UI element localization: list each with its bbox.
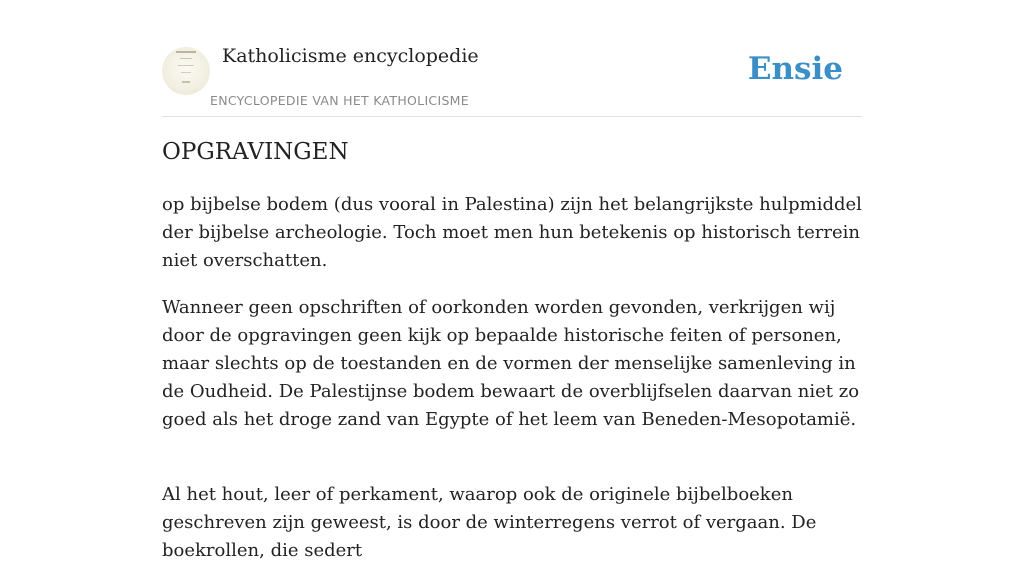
entry-body	[162, 191, 862, 584]
paragraph: Al het hout, leer of perkament, waarop ook de originele bijbelboeken geschreven zijn geweest, is door de winterregens verrot of vergaan. De boekrollen, die sedert	[162, 484, 817, 561]
site-title[interactable]: Katholicisme encyclopedie	[222, 45, 479, 67]
book-cover-icon[interactable]	[162, 47, 210, 95]
site-subtitle: ENCYCLOPEDIE VAN HET KATHOLICISME	[210, 93, 469, 108]
paragraph: Wanneer geen opschriften of oorkonden worden gevonden, verkrijgen wij door de opgravingen geen kijk op bepaalde historische feiten of personen, maar slechts op de toestanden en de vormen der menselijke samenleving in de Oudheid. De Palestijnse bodem bewaart de overblijfselen daarvan niet zo goed als het droge zand van Egypte of het leem van Beneden-Mesopotamië.	[162, 297, 860, 430]
site-header	[162, 0, 862, 117]
paragraph: op bijbelse bodem (dus vooral in Palestina) zijn het belangrijkste hulpmiddel der bijbelse archeologie. Toch moet men hun betekenis op historisch terrein niet overschatten.	[162, 194, 862, 271]
brand-logo[interactable]: Ensie	[747, 51, 843, 87]
page-container	[162, 0, 862, 561]
page-title: OPGRAVINGEN	[162, 139, 349, 165]
paragraph-spacer	[162, 453, 862, 481]
